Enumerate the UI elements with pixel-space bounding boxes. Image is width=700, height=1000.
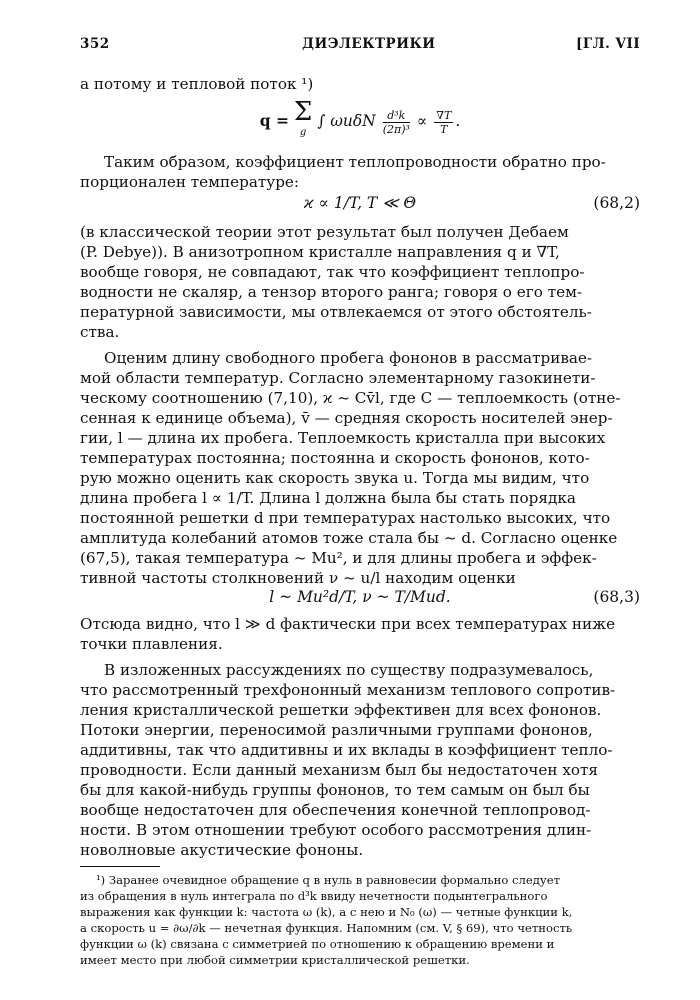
eq-end: .: [455, 112, 461, 130]
fraction-d3k: $\frac{\text{d³k}}{\text{(2π)³}}$: [382, 108, 410, 136]
text-line: точки плавления.: [80, 635, 223, 653]
intro-line: а потому и тепловой поток ¹): [80, 75, 314, 93]
fraction-gradT: $\frac{\nabla T}{T}$: [436, 108, 452, 136]
text-line: водности не скаляр, а тензор второго ранга; говоря о его тем-: [80, 283, 583, 301]
eq-lhs: q =: [259, 111, 289, 130]
text-line: ления кристаллической решетки эффективен для всех фононов.: [80, 701, 602, 719]
text-line: гии, l — длина их пробега. Теплоемкость кристалла при высоких: [80, 429, 606, 447]
text-line: проводности. Если данный механизм был бы недостаточен хотя: [80, 761, 599, 779]
equation-68-3: [80, 588, 640, 612]
footnote-line: а скорость u = ∂ω/∂k — нечетная функция. Напомним (см. V, § 69), что четность: [80, 921, 573, 935]
text-line: (в классической теории этот результат был получен Дебаем: [80, 223, 569, 241]
text-line: Оценим длину свободного пробега фононов в рассматривае-: [104, 349, 593, 367]
text-line: ческому соотношению (7,10), ϰ ~ Cv̄l, где C — теплоемкость (отне-: [80, 389, 621, 407]
text-line: новолновые акустические фононы.: [80, 841, 364, 859]
text-line: температурах постоянна; постоянна и скорость фононов, кото-: [80, 449, 590, 467]
text-line: вообще недостаточен для обеспечения конечной теплопровод-: [80, 801, 591, 819]
text-line: порционален температуре:: [80, 173, 300, 191]
text-line: рую можно оценить как скорость звука u. Тогда мы видим, что: [80, 469, 590, 487]
text-line: Отсюда видно, что l ≫ d фактически при всех температурах ниже: [80, 615, 616, 633]
text-line: (67,5), такая температура ~ Mu², и для длины пробега и эффек-: [80, 549, 597, 567]
text-line: длина пробега l ∝ 1/T. Длина l должна была бы стать порядка: [80, 489, 576, 507]
footnote-line: ¹) Заранее очевидное обращение q в нуль в равновесии формально следует: [96, 873, 561, 887]
footnote-line: имеет место при любой симметрии кристаллической решетки.: [80, 953, 470, 967]
text-line: что рассмотренный трехфононный механизм теплового сопротив-: [80, 681, 616, 699]
eq-integrand: ∫ ωuδN: [317, 112, 376, 130]
text-line: ности. В этом отношении требуют особого рассмотрения длин-: [80, 821, 592, 839]
text-line: постоянной решетки d при температурах настолько высоких, что: [80, 509, 611, 527]
text-line: Потоки энергии, переносимой различными группами фононов,: [80, 721, 593, 739]
chapter-label: [ГЛ. VII: [576, 36, 641, 52]
sum-index: g: [299, 127, 307, 138]
footnote-line: функции ω (k) связана с симметрией по отношению к обращению времени и: [80, 937, 555, 951]
text-line: (P. Debye)). В анизотропном кристалле направления q и ∇T,: [80, 243, 560, 261]
text-line: ства.: [80, 323, 120, 341]
text-line: пературной зависимости, мы отвлекаемся от этого обстоятель-: [80, 303, 592, 321]
equation-heat-flux: [80, 97, 640, 140]
footnote-line: выражения как функции k: частота ω (k), а с нею и N₀ (ω) — четные функции k,: [80, 905, 573, 919]
text-line: амплитуда колебаний атомов тоже стала бы ~ d. Согласно оценке: [80, 529, 618, 547]
running-title: ДИЭЛЕКТРИКИ: [302, 36, 436, 52]
sum-symbol: Σ $_g$: [293, 97, 313, 138]
equation-68-2: [80, 194, 640, 218]
text-line: мой области температур. Согласно элементарному газокинети-: [80, 369, 596, 387]
equation-68-3-number: (68,3): [593, 588, 640, 606]
footnote-rule: [80, 866, 160, 867]
text-line: тивной частоты столкновений ν ~ u/l находим оценки: [80, 569, 516, 587]
text-line: бы для какой-нибудь группы фононов, то тем самым он был бы: [80, 781, 590, 799]
text-line: вообще говоря, не совпадают, так что коэффициент теплопро-: [80, 263, 585, 281]
text-line: Таким образом, коэффициент теплопроводности обратно про-: [104, 153, 606, 171]
page-number: 352: [80, 36, 110, 52]
equation-68-2-body: ϰ ∝ 1/T, T ≪ Θ: [303, 194, 417, 212]
text-line: сенная к единице объема), v̄ — средняя скорость носителей энер-: [80, 409, 613, 427]
equation-68-2-number: (68,2): [593, 194, 640, 212]
text-line: аддитивны, так что аддитивны и их вклады в коэффициент тепло-: [80, 741, 613, 759]
footnote-line: из обращения в нуль интеграла по d³k ввиду нечетности подынтегрального: [80, 889, 548, 903]
eq-approx: ∝: [416, 112, 428, 130]
text-line: В изложенных рассуждениях по существу подразумевалось,: [104, 661, 594, 679]
equation-68-3-body: l ~ Mu²d/T, ν ~ T/Mud.: [269, 588, 451, 606]
